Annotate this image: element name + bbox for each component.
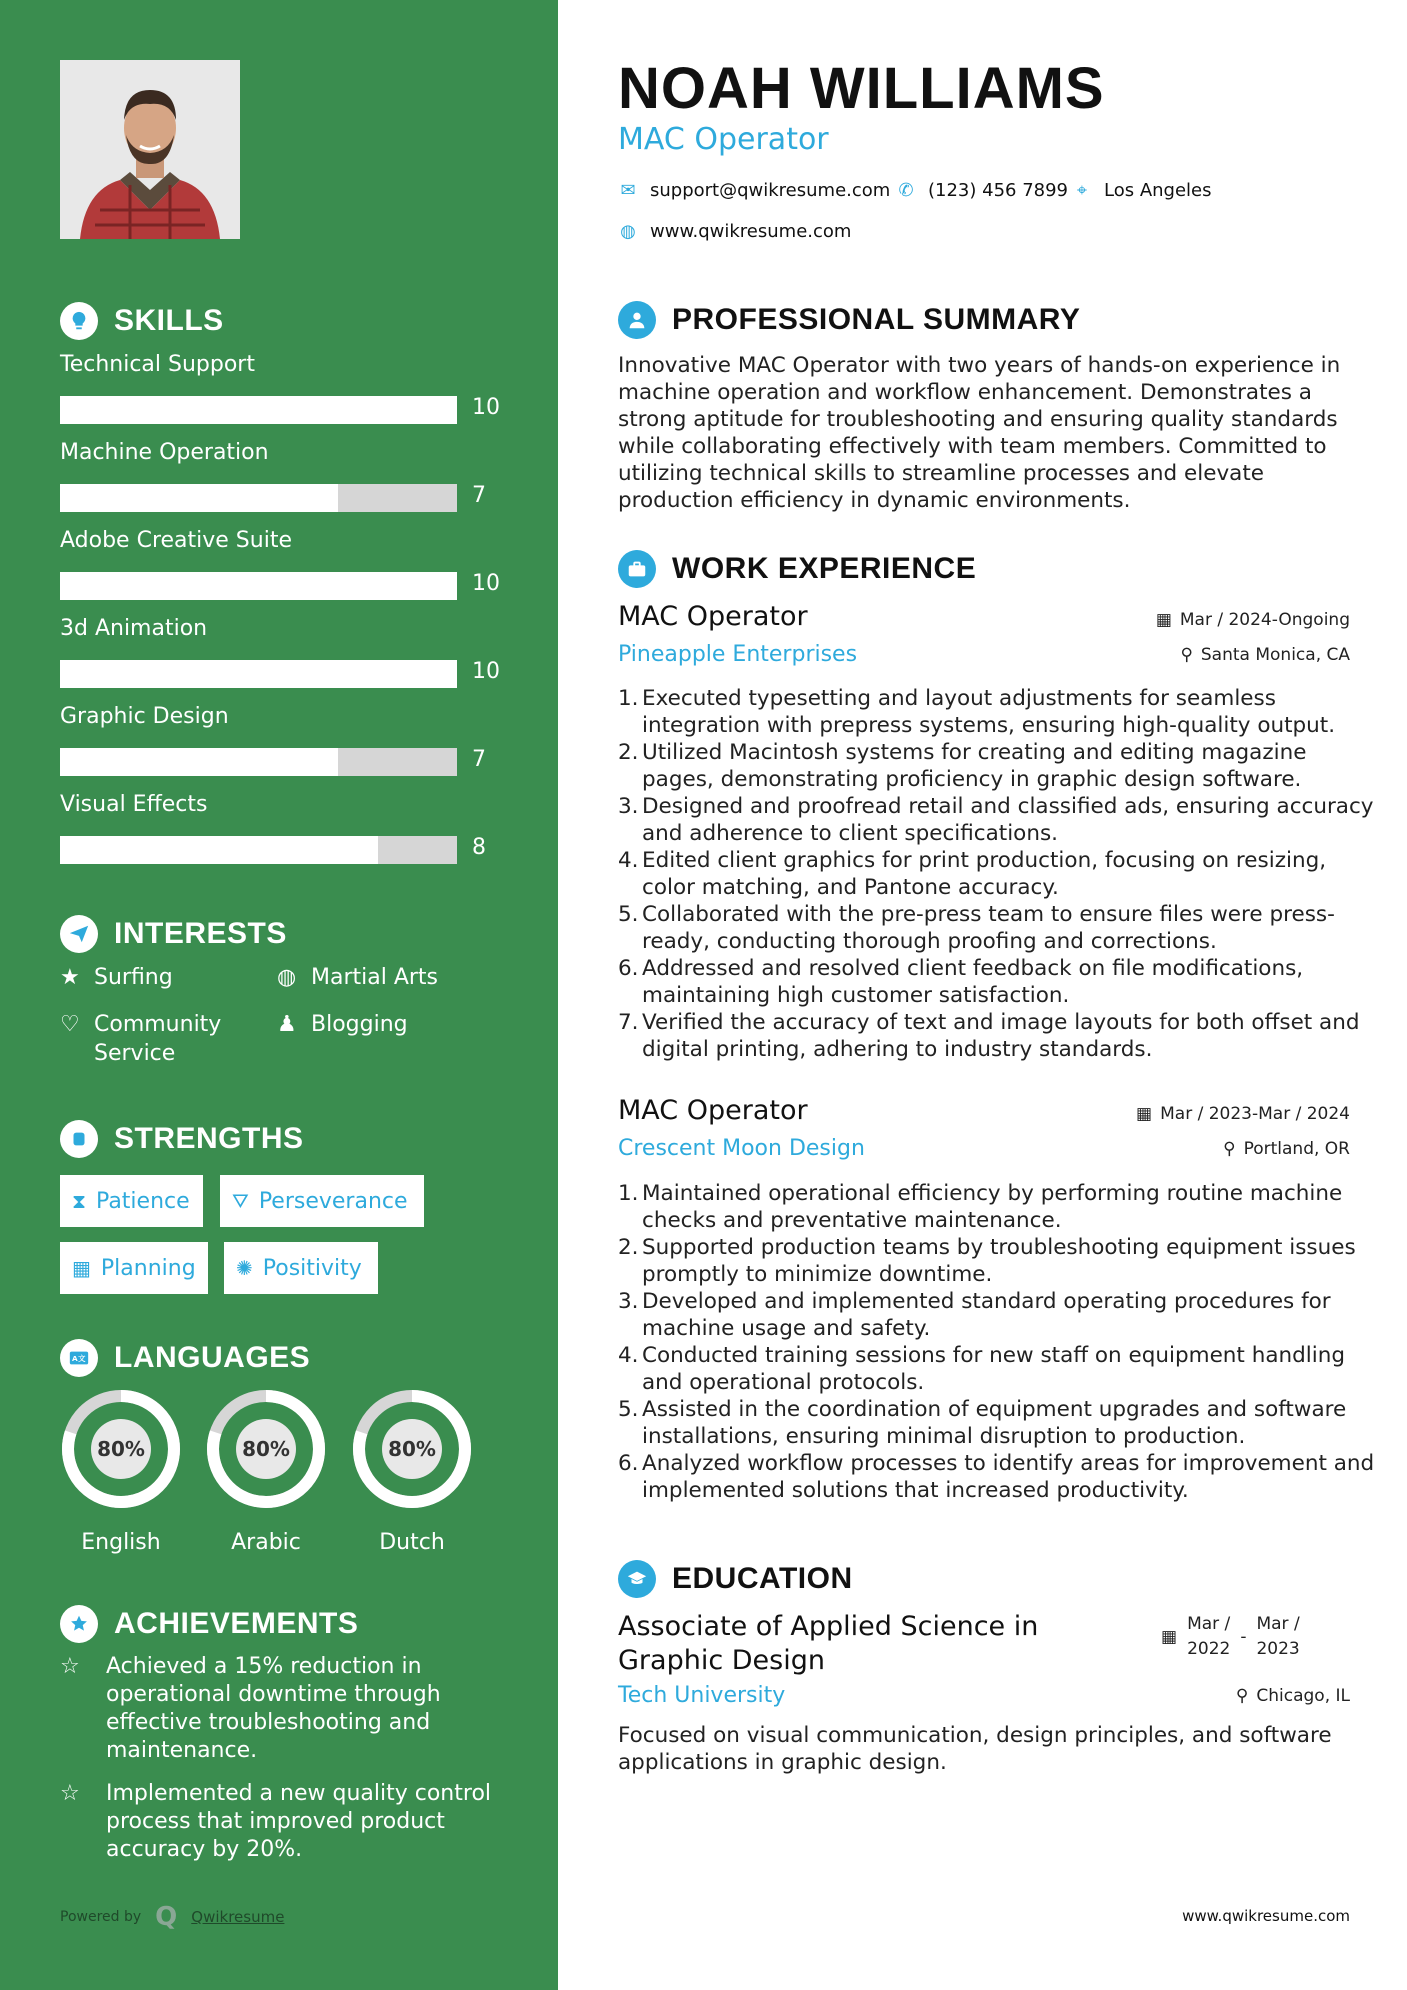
list-item: 6. Analyzed workflow processes to identify areas for improvement and implemented solutions that increased productivity. <box>618 1450 1378 1504</box>
interest-label: Blogging <box>311 1012 408 1037</box>
skills-title: SKILLS <box>114 304 224 337</box>
education-end <box>1256 1612 1299 1662</box>
language-ring <box>60 1388 182 1510</box>
skill-item <box>60 527 500 596</box>
achievement-item <box>60 1780 500 1864</box>
skill-value: 10 <box>472 395 500 420</box>
paper-plane-icon <box>60 915 98 953</box>
language-item <box>60 1388 182 1555</box>
list-item: 6. Addressed and resolved client feedback on file modifications, maintaining high customer satisfaction. <box>618 955 1378 1009</box>
skill-bar <box>60 572 457 600</box>
achievements-title: ACHIEVEMENTS <box>114 1607 359 1640</box>
summary-text: Innovative MAC Operator with two years of hands-on experience in machine operation and workflow enhancement. Demonstrates a strong aptitude for troubleshooting and ensuring quality standards while collaborating effectively with team members. Committed to utilizing technical skills to streamline processes and elevate production efficiency in dynamic environments. <box>618 353 1341 513</box>
education-location-text: Chicago, IL <box>1256 1686 1350 1706</box>
map-pin-icon: ⌖ <box>1076 180 1088 201</box>
list-item: 4. Conducted training sessions for new staff on equipment handling and operational protocols. <box>618 1342 1378 1396</box>
strength-label: Planning <box>100 1255 196 1281</box>
skill-value: 7 <box>472 483 486 508</box>
summary-heading <box>618 301 1080 339</box>
location-text: Los Angeles <box>1104 180 1212 201</box>
list-item: 1. Maintained operational efficiency by performing routine machine checks and preventative maintenance. <box>618 1180 1378 1234</box>
skill-bar <box>60 484 457 512</box>
languages-heading <box>60 1339 310 1377</box>
pin-icon: ⚲ <box>1180 645 1193 665</box>
list-item: 4. Edited client graphics for print production, focusing on resizing, color matching, and Pantone accuracy. <box>618 847 1378 901</box>
sun-icon: ✺ <box>236 1256 253 1280</box>
svg-text:A文: A文 <box>72 1354 86 1364</box>
globe-icon: ◍ <box>277 965 297 990</box>
language-percent: 80% <box>388 1437 436 1461</box>
skill-value: 10 <box>472 659 500 684</box>
list-item: 1. Executed typesetting and layout adjustments for seamless integration with prepress systems, ensuring high-quality output. <box>618 685 1378 739</box>
education-dates: ▦ Mar / 2022 - Mar / 2023 <box>1161 1612 1300 1662</box>
star-icon: ★ <box>60 965 80 990</box>
skill-name: Adobe Creative Suite <box>60 528 292 553</box>
job-duties <box>618 1180 1378 1504</box>
calendar-icon: ▦ <box>1155 610 1172 630</box>
duty-text: Utilized Macintosh systems for creating and editing magazine pages, demonstrating proficiency in graphic design software. <box>642 740 1307 792</box>
contact-website <box>618 221 851 242</box>
lightbulb-icon <box>60 302 98 340</box>
interest-item <box>277 963 438 992</box>
achievement-text: Implemented a new quality control process that improved product accuracy by 20%. <box>106 1781 492 1862</box>
footer-url[interactable]: www.qwikresume.com <box>1182 1907 1350 1925</box>
duty-text: Assisted in the coordination of equipment upgrades and software installations, ensuring minimal disruption to production. <box>642 1397 1347 1449</box>
job-date <box>1156 610 1350 630</box>
achievements-heading <box>60 1605 358 1643</box>
duty-text: Conducted training sessions for new staff on equipment handling and operational protocols. <box>642 1343 1345 1395</box>
sidebar <box>0 0 558 1990</box>
school-name: Tech University <box>618 1683 786 1708</box>
skill-item <box>60 351 500 420</box>
qwikresume-link[interactable]: Qwikresume <box>191 1908 285 1926</box>
strength-badge <box>224 1242 378 1294</box>
skill-bar-fill <box>60 836 378 864</box>
language-ring <box>205 1388 327 1510</box>
skill-bar <box>60 836 457 864</box>
list-item: 2. Supported production teams by troubleshooting equipment issues promptly to minimize downtime. <box>618 1234 1378 1288</box>
interest-label: Community Service <box>94 1012 222 1066</box>
list-item: 7. Verified the accuracy of text and image layouts for both offset and digital printing, adhering to industry standards. <box>618 1009 1378 1063</box>
star-badge-icon <box>60 1605 98 1643</box>
language-name: English <box>81 1530 161 1555</box>
skill-bar-fill <box>60 396 457 424</box>
interest-item <box>60 1010 240 1068</box>
strength-badge <box>60 1175 203 1227</box>
phone-icon: ✆ <box>898 180 914 201</box>
duty-text: Executed typesetting and layout adjustments for seamless integration with prepress systems, ensuring high-quality output. <box>642 686 1336 738</box>
job-title: MAC Operator <box>618 601 808 632</box>
hourglass-icon: ⧗ <box>72 1189 87 1213</box>
skill-name: Visual Effects <box>60 792 208 817</box>
skill-name: Graphic Design <box>60 704 229 729</box>
strength-badge <box>220 1175 424 1227</box>
duty-text: Maintained operational efficiency by performing routine machine checks and preventative maintenance. <box>642 1181 1343 1233</box>
star-icon: ☆ <box>60 1654 80 1679</box>
education-location <box>1236 1686 1350 1706</box>
email-text[interactable]: support@qwikresume.com <box>650 180 891 201</box>
pin-icon: ⚲ <box>1235 1686 1249 1706</box>
end-year: 2023 <box>1256 1639 1300 1659</box>
duty-text: Analyzed workflow processes to identify areas for improvement and implemented solutions that increased productivity. <box>642 1451 1375 1503</box>
user-icon <box>618 301 656 339</box>
list-item: 3. Designed and proofread retail and classified ads, ensuring accuracy and adherence to client specifications. <box>618 793 1378 847</box>
skill-name: 3d Animation <box>60 616 208 641</box>
duty-text: Addressed and resolved client feedback on file modifications, maintaining high customer satisfaction. <box>642 956 1304 1008</box>
experience-title: WORK EXPERIENCE <box>672 552 977 585</box>
experience-heading <box>618 550 976 588</box>
road-icon: ⛛ <box>232 1189 249 1213</box>
duty-text: Verified the accuracy of text and image layouts for both offset and digital printing, adhering to industry standards. <box>642 1010 1360 1062</box>
start-month: Mar / <box>1187 1614 1231 1634</box>
calendar-icon: ▦ <box>1136 1104 1153 1124</box>
strengths-title: STRENGTHS <box>114 1122 304 1155</box>
language-percent: 80% <box>97 1437 145 1461</box>
languages-title: LANGUAGES <box>114 1341 311 1374</box>
interests-heading <box>60 915 287 953</box>
skill-bar-fill <box>60 660 457 688</box>
main-content <box>558 0 1407 1990</box>
list-item: 2. Utilized Macintosh systems for creating and editing magazine pages, demonstrating proficiency in graphic design software. <box>618 739 1378 793</box>
hands-icon: ♡ <box>60 1012 80 1037</box>
users-icon: ♟ <box>277 1012 297 1037</box>
skill-name: Technical Support <box>60 352 255 377</box>
skill-name: Machine Operation <box>60 440 269 465</box>
duty-text: Supported production teams by troubleshooting equipment issues promptly to minimize downtime. <box>642 1235 1356 1287</box>
calendar-icon: ▦ <box>72 1256 91 1280</box>
skill-value: 10 <box>472 571 500 596</box>
interest-label: Surfing <box>94 965 173 990</box>
job-date-text: Mar / 2023-Mar / 2024 <box>1160 1104 1350 1124</box>
translate-icon <box>60 1339 98 1377</box>
skill-item <box>60 439 500 508</box>
globe-icon: ◍ <box>620 221 636 242</box>
interests-title: INTERESTS <box>114 917 287 950</box>
website-text[interactable]: www.qwikresume.com <box>650 221 852 242</box>
skill-bar <box>60 396 457 424</box>
interest-label: Martial Arts <box>311 965 439 990</box>
job-title: MAC Operator <box>618 1095 808 1126</box>
pin-icon: ⚲ <box>1223 1139 1236 1159</box>
graduation-cap-icon <box>618 1560 656 1598</box>
degree-title: Associate of Applied Science in Graphic Design <box>618 1611 1039 1676</box>
qwikresume-logo-icon: Q <box>155 1902 178 1932</box>
skill-item <box>60 703 500 772</box>
skill-value: 7 <box>472 747 486 772</box>
strength-label: Patience <box>96 1188 190 1214</box>
job-duties <box>618 685 1378 1063</box>
education-heading <box>618 1560 853 1598</box>
achievement-item <box>60 1653 500 1765</box>
briefcase-icon <box>618 550 656 588</box>
start-year: 2022 <box>1187 1639 1231 1659</box>
job-location <box>1180 645 1350 665</box>
profile-photo <box>60 60 240 239</box>
duty-text: Collaborated with the pre-press team to ensure files were press-ready, conducting thorough proofing and corrections. <box>642 902 1335 954</box>
contact-email <box>618 180 890 201</box>
interest-item <box>60 963 173 992</box>
language-ring <box>351 1388 473 1510</box>
skill-bar-fill <box>60 572 457 600</box>
language-percent: 80% <box>242 1437 290 1461</box>
summary-title: PROFESSIONAL SUMMARY <box>672 303 1081 336</box>
skill-value: 8 <box>472 835 486 860</box>
job-location-text: Portland, OR <box>1243 1139 1350 1159</box>
job-date <box>1136 1104 1350 1124</box>
strength-label: Perseverance <box>258 1188 408 1214</box>
job-company: Pineapple Enterprises <box>618 642 858 667</box>
star-icon: ☆ <box>60 1781 80 1806</box>
list-item: 5. Collaborated with the pre-press team to ensure files were press-ready, conducting thorough proofing and corrections. <box>618 901 1378 955</box>
education-title: EDUCATION <box>672 1562 853 1595</box>
skill-item <box>60 791 500 860</box>
job-date-text: Mar / 2024-Ongoing <box>1179 610 1350 630</box>
duty-text: Developed and implemented standard operating procedures for machine usage and safety. <box>642 1289 1331 1341</box>
contact-location <box>1072 180 1212 201</box>
powered-by <box>60 1902 284 1932</box>
job-location <box>1223 1139 1350 1159</box>
language-name: Dutch <box>379 1530 445 1555</box>
end-month: Mar / <box>1256 1614 1300 1634</box>
interest-item <box>277 1010 408 1039</box>
strength-label: Positivity <box>262 1255 362 1281</box>
phone-text[interactable]: (123) 456 7899 <box>928 180 1069 201</box>
skill-bar <box>60 748 457 776</box>
skill-item <box>60 615 500 684</box>
calendar-icon: ▦ <box>1161 1626 1178 1647</box>
language-name: Arabic <box>231 1530 301 1555</box>
powered-by-label: Powered by <box>60 1909 142 1925</box>
fist-icon <box>60 1120 98 1158</box>
skill-bar-fill <box>60 748 338 776</box>
strengths-heading <box>60 1120 304 1158</box>
language-item <box>205 1388 327 1555</box>
list-item: 5. Assisted in the coordination of equipment upgrades and software installations, ensuring minimal disruption to production. <box>618 1396 1378 1450</box>
contact-phone <box>896 180 1068 201</box>
education-start <box>1187 1612 1230 1662</box>
skills-heading <box>60 302 224 340</box>
language-item <box>351 1388 473 1555</box>
envelope-icon: ✉ <box>620 180 636 201</box>
job-location-text: Santa Monica, CA <box>1200 645 1350 665</box>
candidate-role: MAC Operator <box>618 122 829 157</box>
education-description: Focused on visual communication, design principles, and software applications in graphic design. <box>618 1723 1332 1775</box>
job-company: Crescent Moon Design <box>618 1136 865 1161</box>
duty-text: Designed and proofread retail and classified ads, ensuring accuracy and adherence to client specifications. <box>642 794 1374 846</box>
candidate-name: NOAH WILLIAMS <box>618 56 1105 121</box>
skill-bar-fill <box>60 484 338 512</box>
list-item: 3. Developed and implemented standard operating procedures for machine usage and safety. <box>618 1288 1378 1342</box>
achievement-text: Achieved a 15% reduction in operational downtime through effective troubleshooting and maintenance. <box>106 1654 441 1763</box>
strength-badge <box>60 1242 208 1294</box>
skill-bar <box>60 660 457 688</box>
duty-text: Edited client graphics for print production, focusing on resizing, color matching, and Pantone accuracy. <box>642 848 1327 900</box>
